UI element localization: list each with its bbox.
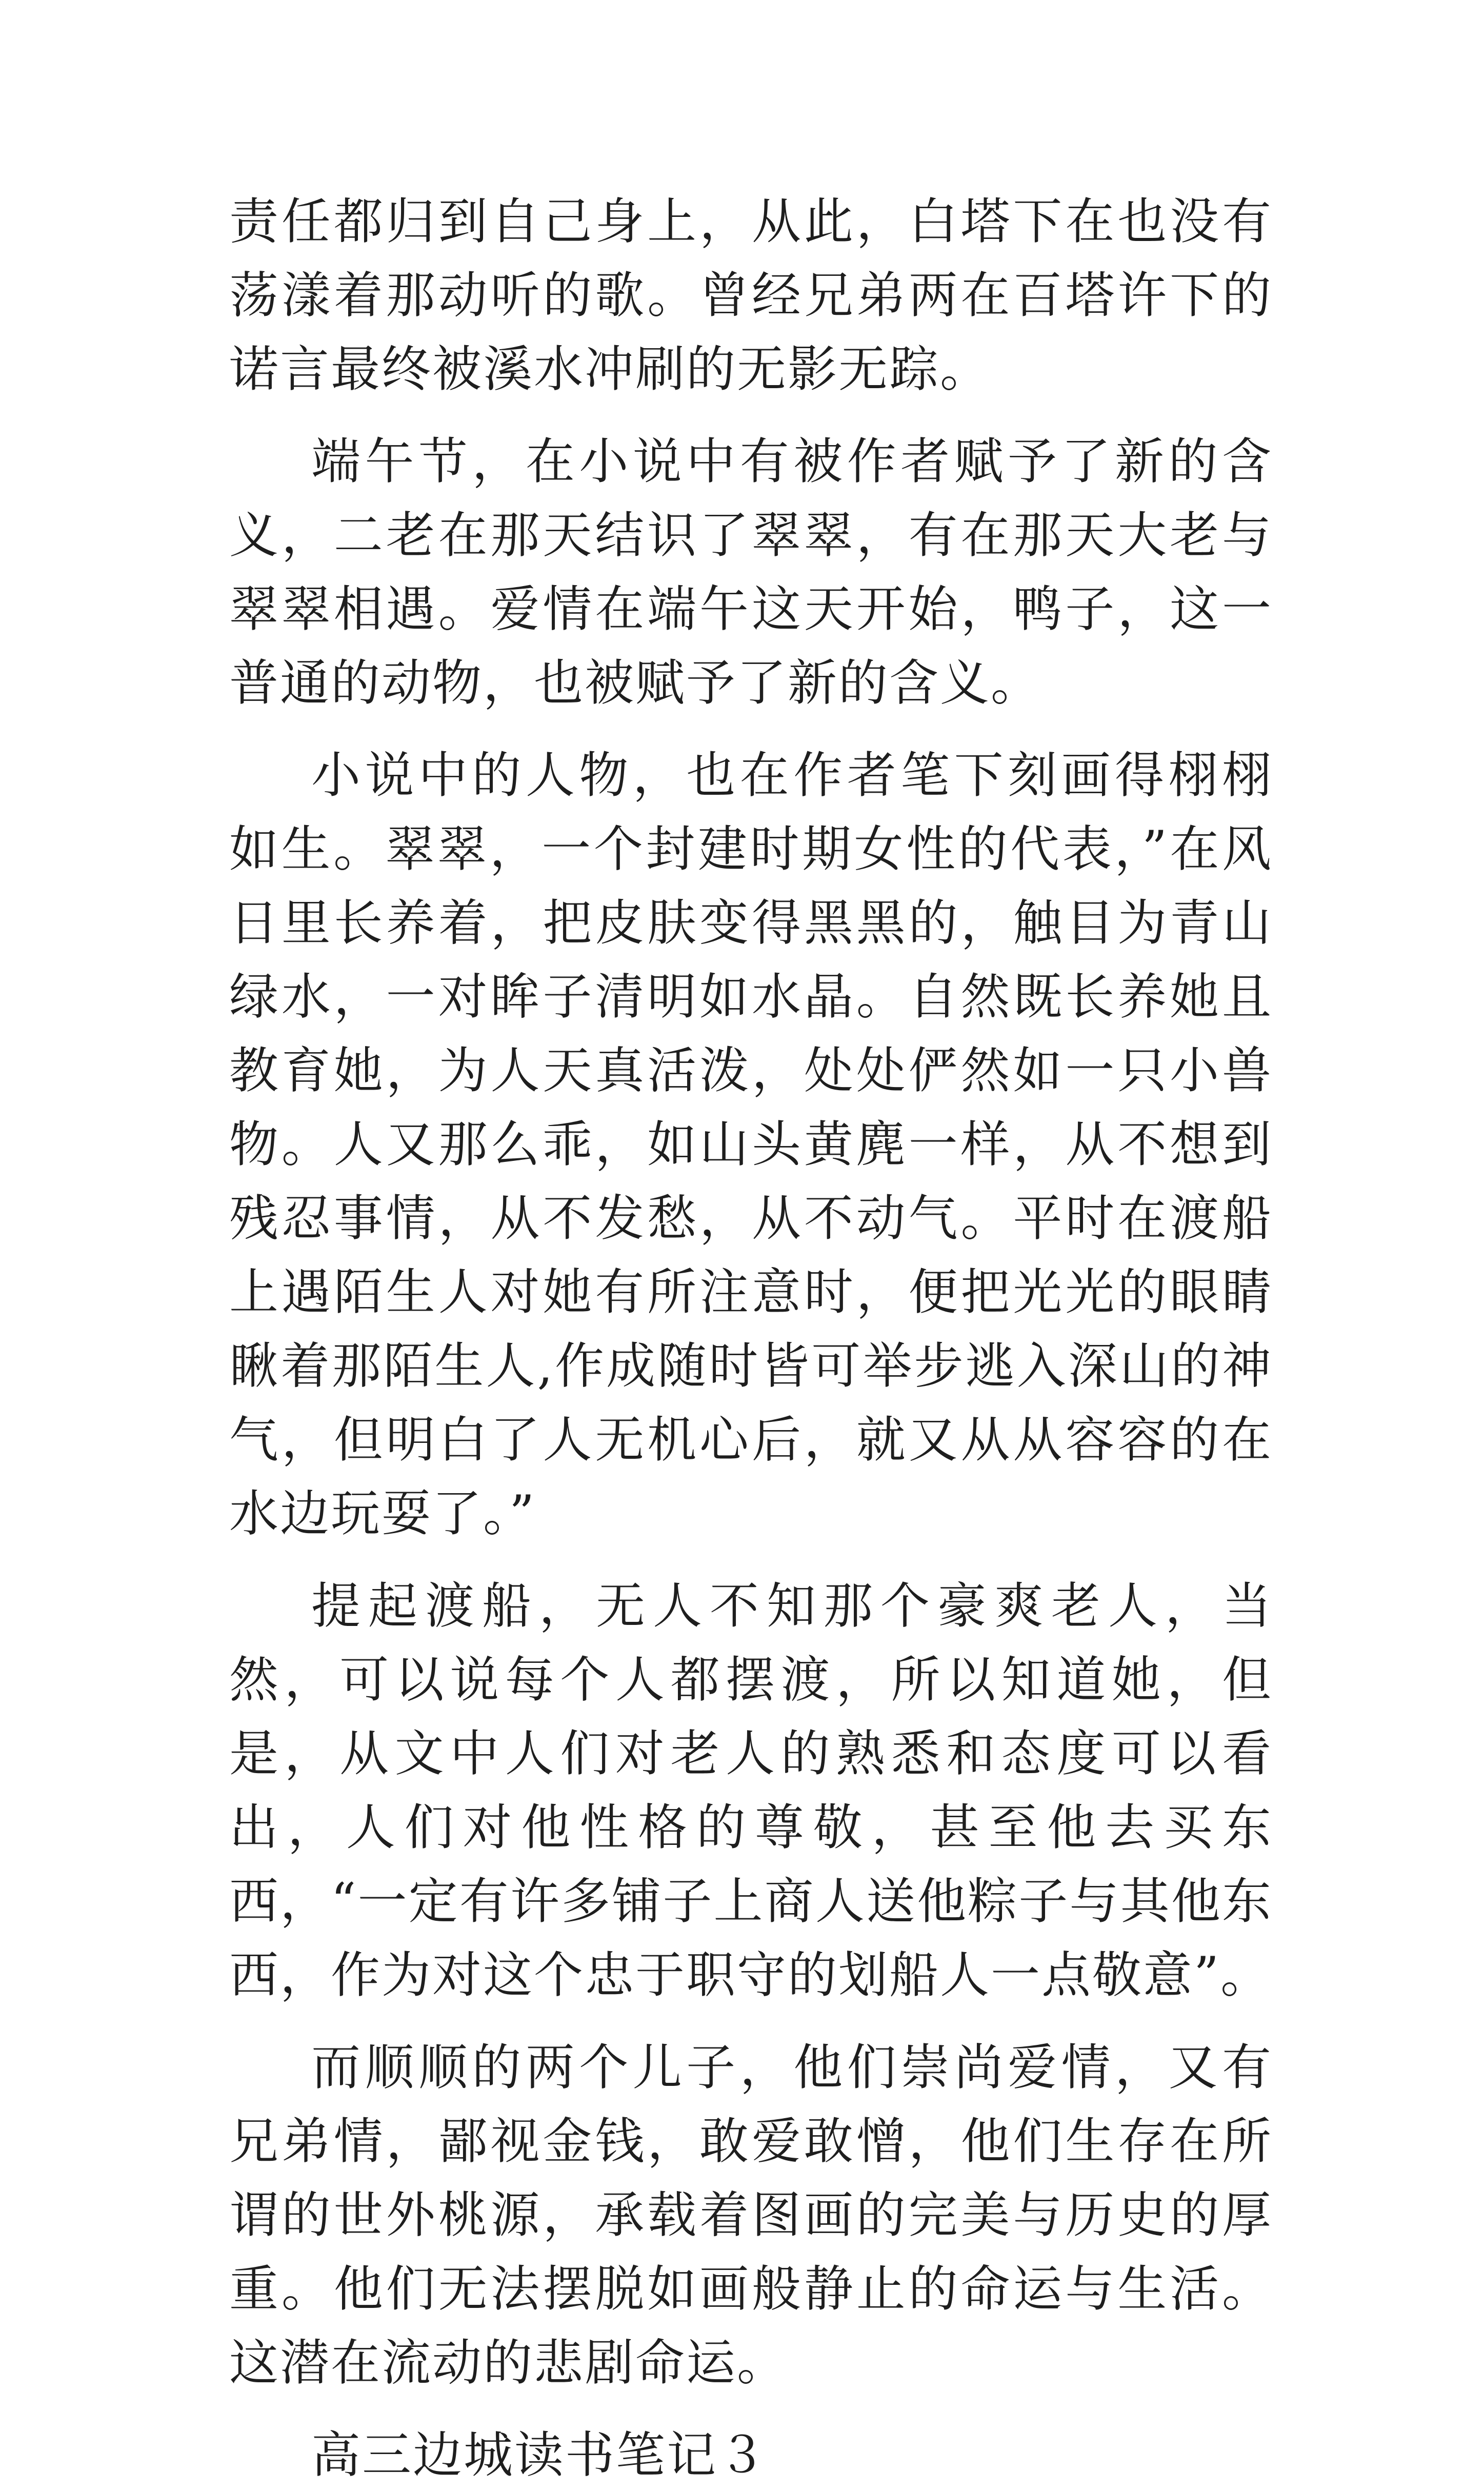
section-heading: 高三边城读书笔记３ [311, 2426, 768, 2484]
paragraph-ferryman: 提起渡船，无人不知那个豪爽老人，当然，可以说每个人都摆渡，所以知道她，但是，从文中人们对老人的熟悉和态度可以看出，人们对他性格的尊敬，甚至他去买东西，“一定有许多铺子上商人送他粽子与其他东西，作为对这个忠于职守的划船人一点敬意”。 [229, 1577, 1273, 2004]
document-body [229, 185, 1273, 2492]
paragraph-cuicui: 小说中的人物，也在作者笔下刻画得栩栩如生。翠翠，一个封建时期女性的代表，”在风日里长养着，把皮肤变得黑黑的，触目为青山绿水，一对眸子清明如水晶。自然既长养她且教育她，为人天真活泼，处处俨然如一只小兽物。人又那么乖，如山头黄麂一样，从不想到残忍事情，从不发愁，从不动气。平时在渡船上遇陌生人对她有所注意时，便把光光的眼睛瞅着那陌生人,作成随时皆可举步逃入深山的神气，但明白了人无机心后，就又从从容容的在水边玩耍了。” [229, 747, 1273, 1542]
paragraph-dragon-boat: 端午节，在小说中有被作者赋予了新的含义，二老在那天结识了翠翠，有在那天大老与翠翠相遇。爱情在端午这天开始，鸭子，这一普通的动物，也被赋予了新的含义。 [229, 433, 1273, 712]
paragraph-continued: 责任都归到自己身上，从此，白塔下在也没有荡漾着那动听的歌。曾经兄弟两在百塔许下的诺言最终被溪水冲刷的无影无踪。 [229, 193, 1273, 398]
paragraph-sons: 而顺顺的两个儿子，他们崇尚爱情，又有兄弟情，鄙视金钱，敢爱敢憎，他们生存在所谓的世外桃源，承载着图画的完美与历史的厚重。他们无法摆脱如画般静止的命运与生活。这潜在流动的悲剧命运。 [229, 2039, 1273, 2391]
